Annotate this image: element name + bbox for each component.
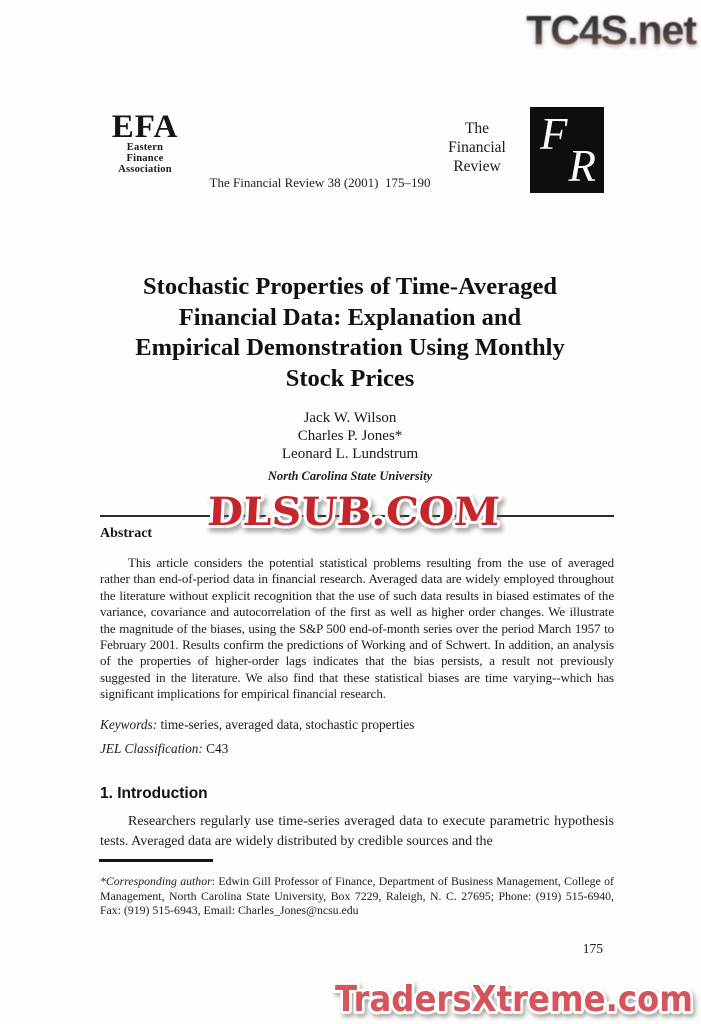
introduction-text: Researchers regularly use time-series averaged data to execute parametric hypothesis tests. Averaged data are widely distributed by credible sources and the [100,814,614,849]
abstract-text: This article considers the potential statistical problems resulting from the use of averaged rather than end-of-period data in financial research. Averaged data are widely employed throughout the literature without explicit recognition that the use of such data results in biased estimates of the variance, covariance and autocorrelation of the first as well as higher order changes. We illustrate the magnitude of the biases, using the S&P 500 end-of-month series over the period March 1957 to February 2001. Results confirm the predictions of Working and of Schwert. In addition, an analysis of the properties of higher-order lags indicates that the bias persists, a result not previously suggested in the literature. We also find that these statistical biases are time varying--which has significant implications for empirical financial research. [100,555,614,702]
author-name: Charles P. Jones* [297,428,403,444]
tc4s-watermark-text: TC4S.net [526,7,696,53]
journal-name-line: Review [453,158,501,175]
journal-name-line: The [464,120,490,137]
journal-citation: The Financial Review 38 (2001) 175–190 [209,175,431,190]
author-affiliation: North Carolina State University [267,469,433,483]
dlsub-watermark [198,484,512,540]
keywords-text: time-series, averaged data, stochastic properties [157,717,415,732]
paper-title [45,272,655,394]
fr-logo-letter-r: R [568,141,596,191]
author-name: Jack W. Wilson [303,410,397,426]
footnote-marker: *Corresponding author [100,874,212,888]
dlsub-watermark-text: DLSUB.COM [206,489,487,535]
footnote-text: : Edwin Gill Professor of Finance, Department of Business Management, College of Management, North Carolina State University, Box 7229, Raleigh, N. C. 27695; Phone: (919) 515-6940, Fax: (919) 515-6943, Email: Charles_Jones@ncsu.edu [100,874,614,918]
journal-name [438,119,516,176]
keywords-line [100,717,614,733]
fr-logo-letter-f: F [540,109,568,159]
efa-logo [103,109,187,175]
efa-logo-line: Eastern [126,142,164,153]
page-number: 175 [582,941,603,956]
title-line: Stock Prices [285,364,415,392]
author-list [45,409,655,463]
tradersxtreme-watermark [328,974,701,1024]
fr-logo [530,107,604,193]
keywords-label: Keywords: [100,717,158,732]
efa-logo-line: Finance [126,153,164,164]
footnote-divider-rule [99,859,213,862]
journal-name-line: Financial [448,139,506,156]
abstract-heading: Abstract [100,526,153,541]
jel-label: JEL Classification: [100,741,203,756]
title-line: Stochastic Properties of Time-Averaged [143,273,557,300]
footnote [100,874,614,918]
title-line: Financial Data: Explanation and [178,303,522,331]
introduction-heading: 1. Introduction [100,785,208,802]
jel-text: C43 [202,741,229,756]
tradersxtreme-watermark-text: TradersXtreme.com [335,979,693,1020]
author-name: Leonard L. Lundstrum [281,446,419,462]
jel-classification-line [100,741,614,757]
efa-acronym: EFA [111,109,179,145]
efa-logo-line: Association [118,164,172,175]
title-line: Empirical Demonstration Using Monthly [135,334,565,361]
tc4s-watermark [450,0,701,58]
